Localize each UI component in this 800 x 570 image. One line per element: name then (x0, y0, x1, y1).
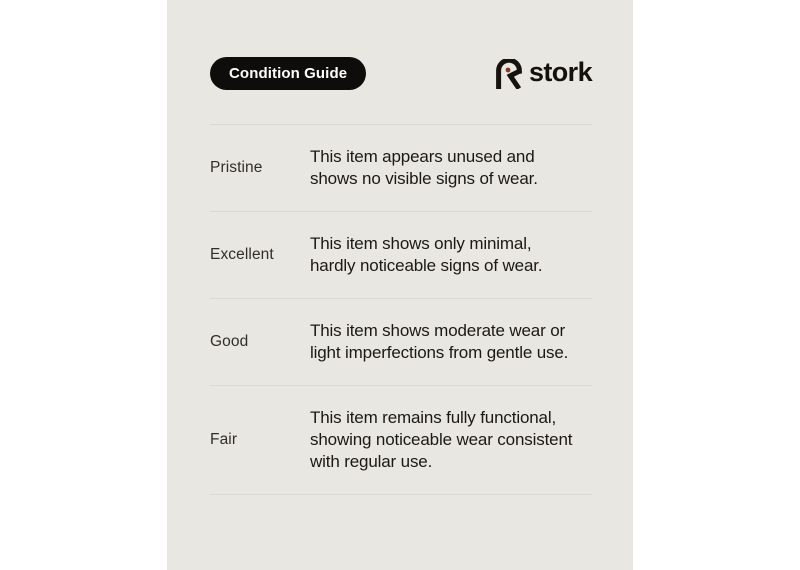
condition-label: Excellent (210, 246, 274, 263)
stork-pin-icon (496, 59, 522, 89)
condition-row (210, 211, 592, 298)
condition-row (210, 298, 592, 385)
condition-row (210, 385, 592, 494)
condition-description: This item remains fully functional, showing noticeable wear consistent with regular use. (310, 408, 573, 471)
condition-description: This item appears unused and shows no visible signs of wear. (310, 147, 538, 188)
condition-label: Good (210, 333, 249, 350)
condition-label: Pristine (210, 159, 263, 176)
card-header (210, 57, 592, 90)
condition-description: This item shows moderate wear or light imperfections from gentle use. (310, 321, 569, 362)
condition-description: This item shows only minimal, hardly noticeable signs of wear. (310, 234, 543, 275)
condition-label: Fair (210, 431, 238, 448)
condition-guide-card (167, 0, 633, 570)
brand-name: stork (528, 57, 592, 87)
condition-row (210, 124, 592, 211)
condition-guide-badge: Condition Guide (210, 57, 366, 90)
condition-table (210, 124, 592, 495)
stork-logo (496, 59, 592, 89)
